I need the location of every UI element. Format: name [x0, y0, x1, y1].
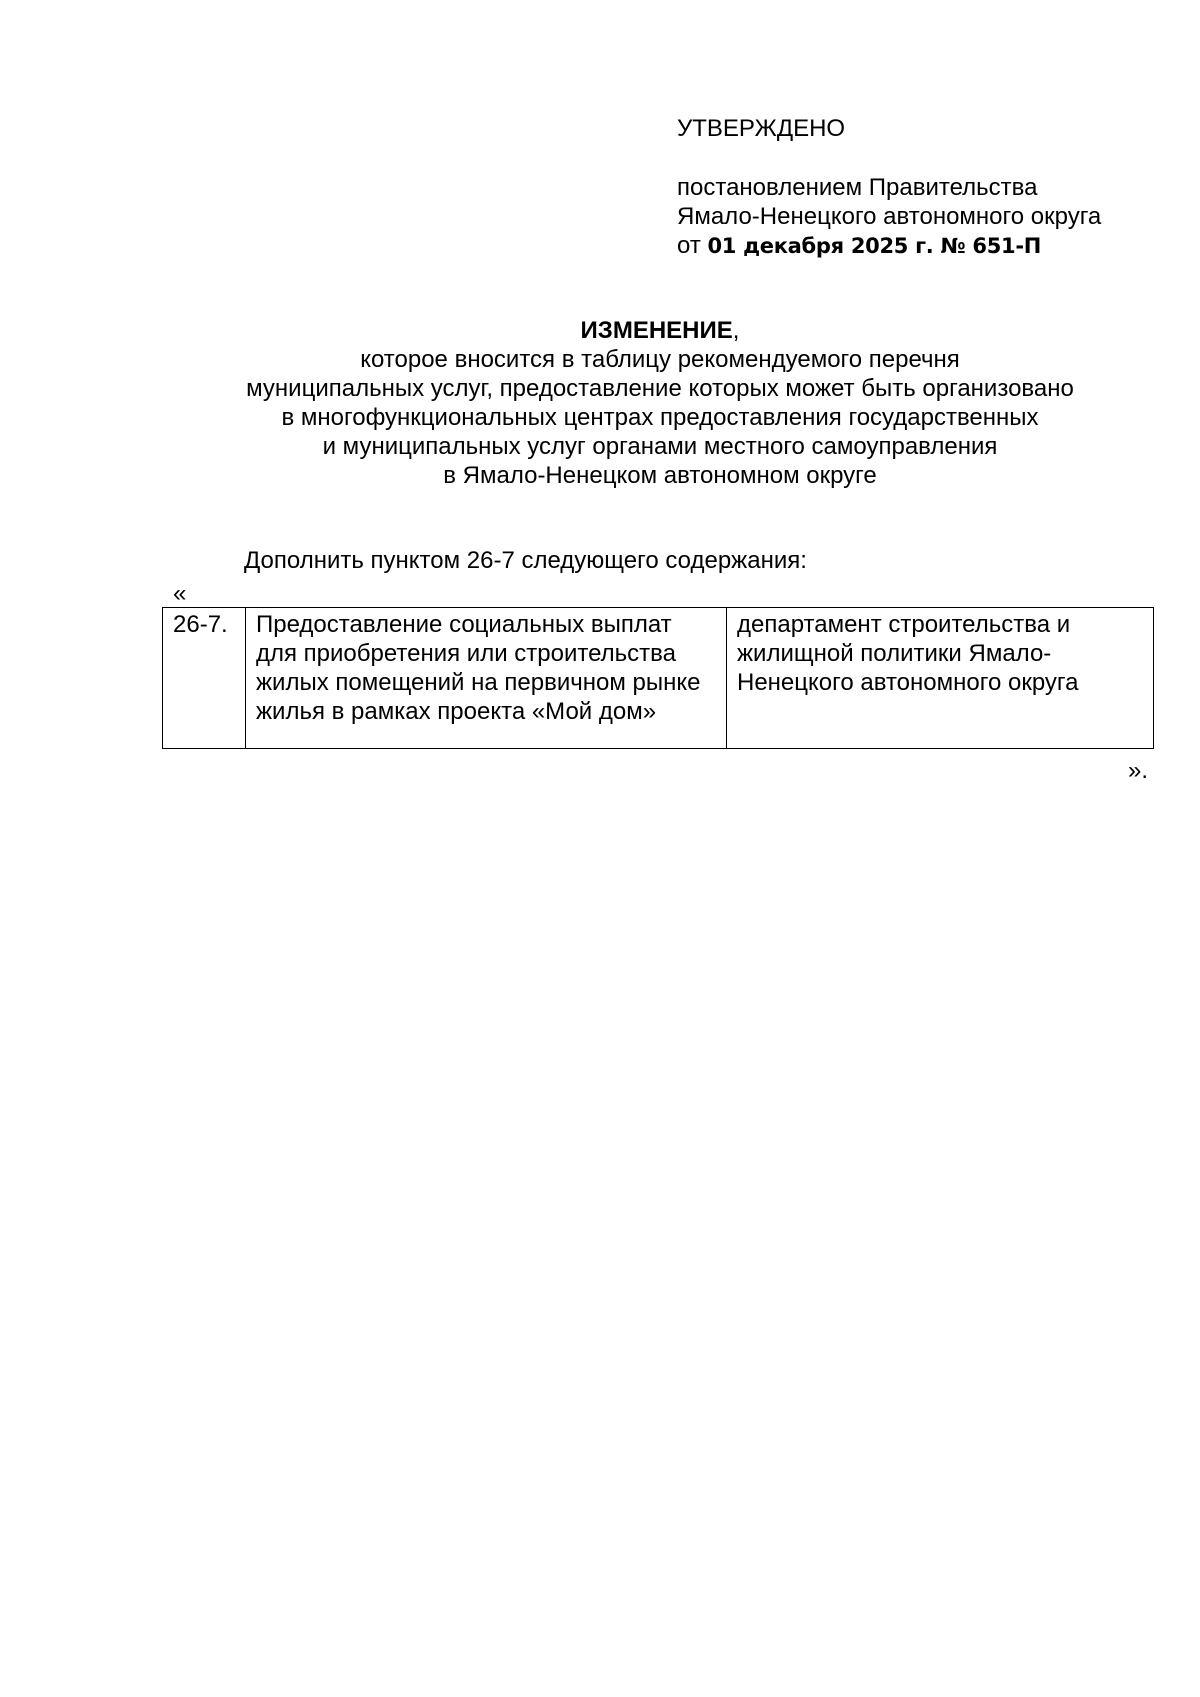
- title-line-4: и муниципальных услуг органами местного самоуправления: [322, 433, 998, 460]
- intro-paragraph: Дополнить пунктом 26-7 следующего содержания:: [244, 547, 807, 574]
- approval-line-2: Ямало-Ненецкого автономного округа: [677, 203, 1102, 230]
- title-heading: ИЗМЕНЕНИЕ: [580, 317, 733, 344]
- table-row: [163, 608, 1154, 749]
- open-quote: «: [173, 580, 187, 607]
- services-table: [162, 607, 1154, 749]
- approval-line-1: постановлением Правительства: [677, 174, 1038, 201]
- document-title: [160, 316, 1160, 490]
- approval-date-prefix: от: [677, 232, 701, 259]
- approval-date-line: [677, 231, 1177, 261]
- approval-date: 01 декабря 2025 г. № 651-П: [707, 234, 1042, 258]
- title-line-5: в Ямало-Ненецком автономном округе: [443, 462, 877, 489]
- item-number-cell: 26-7.: [163, 608, 246, 749]
- authority-cell: департамент строительства и жилищной политики Ямало-Ненецкого автономного округа: [727, 608, 1154, 749]
- title-heading-line: [160, 316, 1160, 345]
- title-comma: ,: [732, 317, 740, 344]
- title-line-1: которое вносится в таблицу рекомендуемого перечня: [360, 346, 960, 373]
- title-line-3: в многофункциональных центрах предоставления государственных: [281, 404, 1039, 431]
- approved-label: УТВЕРЖДЕНО: [677, 115, 846, 142]
- approval-block: [677, 114, 1177, 261]
- title-line-2: муниципальных услуг, предоставление которых может быть организовано: [246, 375, 1074, 402]
- service-name-cell: Предоставление социальных выплат для приобретения или строительства жилых помещений на первичном рынке жилья в рамках проекта «Мой дом»: [246, 608, 727, 749]
- close-quote: ».: [1128, 757, 1149, 784]
